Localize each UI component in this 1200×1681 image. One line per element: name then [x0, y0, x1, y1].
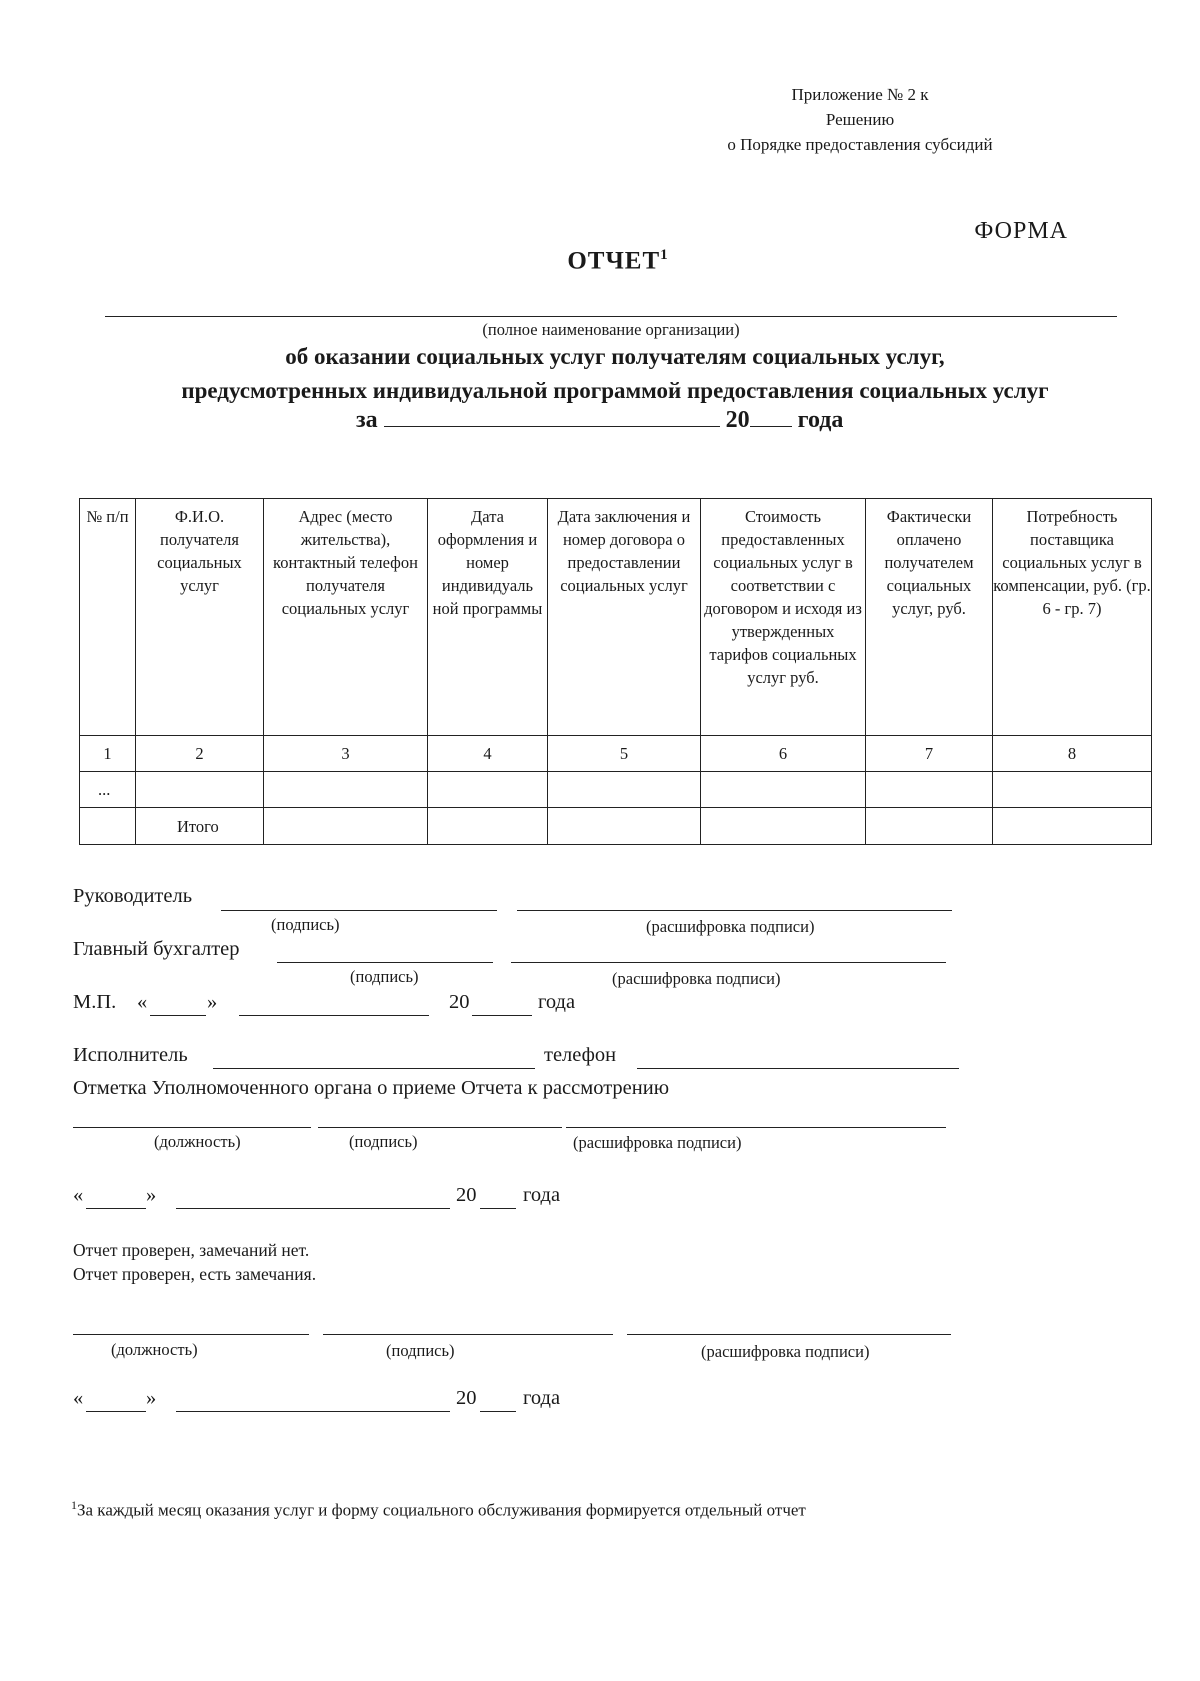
ellipsis-cell: ...: [80, 772, 136, 808]
period-year-prefix: 20: [725, 407, 750, 433]
authority-mark-label: Отметка Уполномоченного органа о приеме Отчета к рассмотрению: [73, 1077, 670, 1099]
head-signature-line[interactable]: [221, 910, 497, 911]
table-cell[interactable]: [548, 808, 701, 845]
day-blank[interactable]: [150, 1015, 206, 1016]
month-blank[interactable]: [239, 1015, 429, 1016]
title-footnote-mark: 1: [660, 247, 669, 263]
column-number: 3: [264, 736, 428, 772]
table-cell[interactable]: [993, 772, 1152, 808]
reviewer-decode-line[interactable]: [627, 1334, 951, 1335]
table-cell[interactable]: [428, 808, 548, 845]
authority-decode-line[interactable]: [566, 1127, 946, 1128]
column-number: 1: [80, 736, 136, 772]
column-number: 5: [548, 736, 701, 772]
appendix-line-2: Решению: [825, 110, 895, 129]
report-title-text: ОТЧЕТ: [567, 247, 661, 275]
accountant-decode-caption: (расшифровка подписи): [612, 969, 781, 988]
reviewer-signature-line[interactable]: [323, 1334, 613, 1335]
column-number: 2: [136, 736, 264, 772]
table-cell[interactable]: [866, 772, 993, 808]
phone-label: телефон: [544, 1044, 617, 1066]
table-cell[interactable]: [701, 772, 866, 808]
year-prefix: 20: [449, 991, 470, 1013]
authority-decode-caption: (расшифровка подписи): [573, 1133, 742, 1152]
reviewer-sign-caption: (подпись): [386, 1341, 455, 1360]
period-year-blank[interactable]: [750, 404, 792, 427]
executor-line[interactable]: [213, 1068, 535, 1069]
reviewer-position-line[interactable]: [73, 1334, 309, 1335]
quote-open: «: [137, 991, 148, 1013]
column-number-row: [80, 736, 1152, 772]
header-compensation: Потребность поставщика социальных услуг в компенсации, руб. (гр. 6 - гр. 7): [993, 499, 1152, 736]
quote-open: «: [73, 1184, 84, 1206]
subtitle-line-2: предусмотренных индивидуальной программой предоставления социальных услуг: [181, 378, 1049, 403]
column-number: 7: [866, 736, 993, 772]
year-blank[interactable]: [480, 1208, 516, 1209]
subtitle-line-1: об оказании социальных услуг получателям социальных услуг,: [285, 344, 945, 369]
authority-position-caption: (должность): [154, 1132, 241, 1151]
chief-accountant-label: Главный бухгалтер: [73, 938, 240, 960]
period-prefix: за: [356, 407, 378, 433]
appendix-line-3: о Порядке предоставления субсидий: [727, 135, 993, 154]
table-cell: [80, 808, 136, 845]
accountant-signature-line[interactable]: [277, 962, 493, 963]
header-program-date: Дата оформления и номер индивидуаль ной программы: [428, 499, 548, 736]
phone-line[interactable]: [637, 1068, 959, 1069]
column-number: 6: [701, 736, 866, 772]
year-blank[interactable]: [472, 1015, 532, 1016]
head-decode-caption: (расшифровка подписи): [646, 917, 815, 936]
form-label: ФОРМА: [974, 218, 1068, 244]
head-decode-line[interactable]: [517, 910, 952, 911]
day-blank[interactable]: [86, 1208, 146, 1209]
header-paid: Фактически оплачено получателем социальных услуг, руб.: [866, 499, 993, 736]
table-cell[interactable]: [136, 772, 264, 808]
footnote: [71, 1498, 806, 1521]
column-number: 8: [993, 736, 1152, 772]
organization-name-line[interactable]: [105, 316, 1117, 317]
year-suffix: года: [523, 1184, 561, 1206]
report-title: [0, 247, 1200, 275]
report-period: [356, 404, 843, 434]
month-blank[interactable]: [176, 1208, 450, 1209]
year-prefix: 20: [456, 1387, 477, 1409]
appendix-header: [660, 82, 1060, 157]
quote-close: »: [146, 1387, 157, 1409]
table-cell[interactable]: [548, 772, 701, 808]
quote-close: »: [207, 991, 218, 1013]
period-suffix: года: [797, 407, 844, 433]
period-month-blank[interactable]: [384, 404, 720, 427]
year-suffix: года: [538, 991, 576, 1013]
header-cost: Стоимость предоставленных социальных услуг в соответствии с договором и исходя из утвержденных тарифов социальных услуг руб.: [701, 499, 866, 736]
reviewer-position-caption: (должность): [111, 1340, 198, 1359]
check-with-remarks: Отчет проверен, есть замечания.: [73, 1264, 317, 1284]
authority-signature-line[interactable]: [318, 1127, 562, 1128]
table-header-row: [80, 499, 1152, 736]
table-cell[interactable]: [428, 772, 548, 808]
reviewer-decode-caption: (расшифровка подписи): [701, 1342, 870, 1361]
table-cell[interactable]: [264, 808, 428, 845]
year-prefix: 20: [456, 1184, 477, 1206]
organization-caption: (полное наименование организации): [482, 320, 740, 339]
services-table: [79, 498, 1152, 845]
executor-label: Исполнитель: [73, 1044, 188, 1066]
footnote-mark: 1: [71, 1498, 77, 1512]
header-contract-date: Дата заключения и номер договора о предоставлении социальных услуг: [548, 499, 701, 736]
table-cell[interactable]: [701, 808, 866, 845]
quote-close: »: [146, 1184, 157, 1206]
header-number: № п/п: [80, 499, 136, 736]
seal-label: М.П.: [73, 991, 117, 1013]
report-subtitle: [60, 340, 1170, 408]
accountant-decode-line[interactable]: [511, 962, 946, 963]
header-address: Адрес (место жительства), контактный телефон получателя социальных услуг: [264, 499, 428, 736]
check-no-remarks: Отчет проверен, замечаний нет.: [73, 1240, 310, 1260]
authority-sign-caption: (подпись): [349, 1132, 418, 1151]
year-blank[interactable]: [480, 1411, 516, 1412]
header-full-name: Ф.И.О. получателя социальных услуг: [136, 499, 264, 736]
footnote-text: За каждый месяц оказания услуг и форму социального обслуживания формируется отдельный отчет: [77, 1500, 806, 1520]
day-blank[interactable]: [86, 1411, 146, 1412]
total-label: Итого: [136, 808, 264, 845]
table-cell[interactable]: [866, 808, 993, 845]
month-blank[interactable]: [176, 1411, 450, 1412]
accountant-sign-caption: (подпись): [350, 967, 419, 986]
year-suffix: года: [523, 1387, 561, 1409]
quote-open: «: [73, 1387, 84, 1409]
appendix-line-1: Приложение № 2 к: [791, 85, 929, 104]
table-row: [80, 772, 1152, 808]
head-label: Руководитель: [73, 885, 193, 907]
column-number: 4: [428, 736, 548, 772]
table-cell[interactable]: [993, 808, 1152, 845]
total-row: [80, 808, 1152, 845]
table-cell[interactable]: [264, 772, 428, 808]
authority-position-line[interactable]: [73, 1127, 311, 1128]
head-sign-caption: (подпись): [271, 915, 340, 934]
